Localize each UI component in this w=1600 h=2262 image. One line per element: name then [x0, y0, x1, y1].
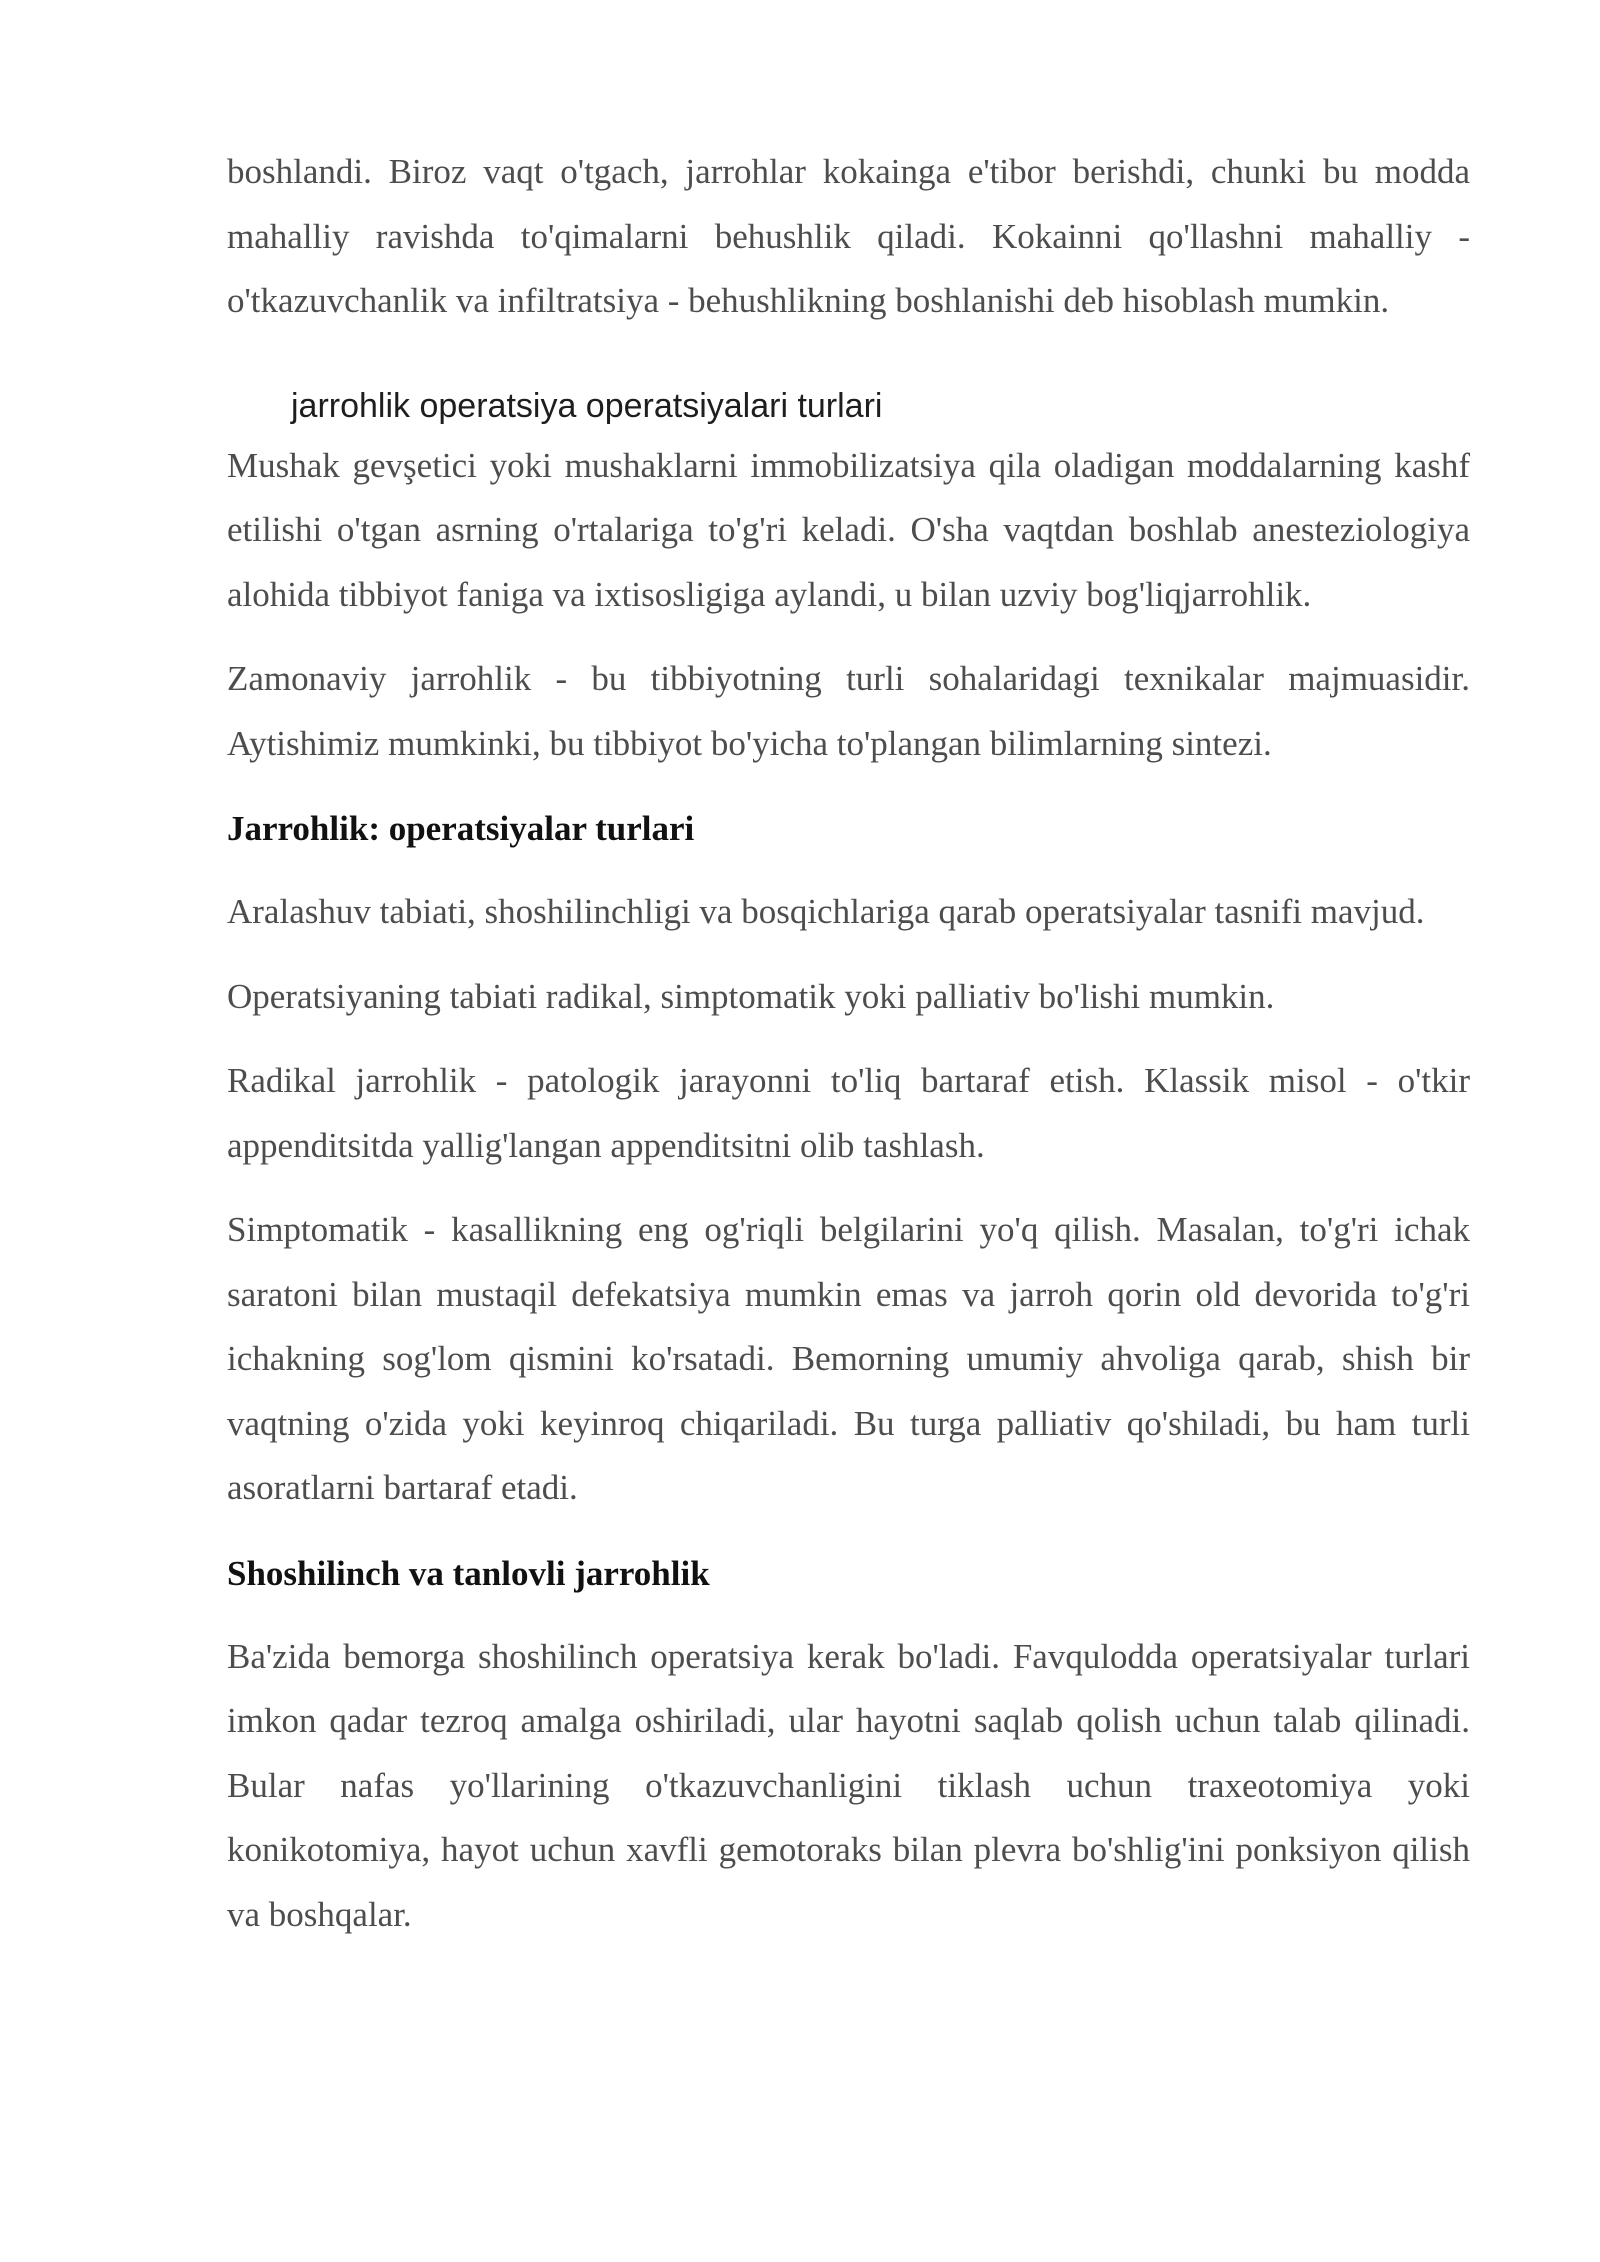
paragraph-modern-surgery: Zamonaviy jarrohlik - bu tibbiyotning turli sohalaridagi texnikalar majmuasidir. Aytishimiz mumkinki, bu tibbiyot bo'yicha to'plangan bilimlarning sintezi.	[227, 659, 1470, 763]
paragraph-nature-of-operation: Operatsiyaning tabiati radikal, simptomatik yoki palliativ bo'lishi mumkin.	[227, 976, 1275, 1016]
paragraph-symptomatic-surgery: Simptomatik - kasallikning eng og'riqli belgilarini yo'q qilish. Masalan, to'g'ri ichak saratoni bilan mustaqil defekatsiya mumkin emas va jarroh qorin old devorida to'g'ri ichakning sog'lom qismini ko'rsatadi. Bemorning umumiy ahvoliga qarab, shish bir vaqtning o'zida yoki keyinroq chiqariladi. Bu turga palliativ qo'shiladi, bu ham turli asoratlarni bartaraf etadi.	[227, 1210, 1470, 1507]
paragraph-muscle-relaxants: Mushak gevşetici yoki mushaklarni immobilizatsiya qila oladigan moddalarning kashf etilishi o'tgan asrning o'rtalariga to'g'ri keladi. O'sha vaqtdan boshlab anesteziologiya alohida tibbiyot faniga va ixtisosligiga aylandi, u bilan uzviy bog'liqjarrohlik.	[227, 445, 1470, 614]
document-content	[227, 140, 1470, 1947]
paragraph-classification: Aralashuv tabiati, shoshilinchligi va bosqichlariga qarab operatsiyalar tasnifi mavjud.	[227, 892, 1425, 931]
section-line-operation-types: jarrohlik operatsiya operatsiyalari turlari	[291, 386, 883, 425]
paragraph-radical-surgery: Radikal jarrohlik - patologik jarayonni to'liq bartaraf etish. Klassik misol - o'tkir appenditsitda yallig'langan appenditsitni olib tashlash.	[227, 1061, 1470, 1165]
paragraph-anesthesia-history: boshlandi. Biroz vaqt o'tgach, jarrohlar kokainga e'tibor berishdi, chunki bu modda mahalliy ravishda to'qimalarni behushlik qiladi. Kokainni qo'llashni mahalliy - o'tkazuvchanlik va infiltratsiya - behushlikning boshlanishi deb hisoblash mumkin.	[227, 152, 1470, 320]
paragraph-emergency-operations: Ba'zida bemorga shoshilinch operatsiya kerak bo'ladi. Favqulodda operatsiyalar turlari imkon qadar tezroq amalga oshiriladi, ular hayotni saqlab qolish uchun talab qilinadi. Bular nafas yo'llarining o'tkazuvchanligini tiklash uchun traxeotomiya yoki konikotomiya, hayot uchun xavfli gemotoraks bilan plevra bo'shlig'ini ponksiyon qilish va boshqalar.	[227, 1636, 1470, 1934]
heading-urgent-elective-surgery: Shoshilinch va tanlovli jarrohlik	[227, 1553, 710, 1593]
heading-operation-types: Jarrohlik: operatsiyalar turlari	[227, 809, 695, 848]
